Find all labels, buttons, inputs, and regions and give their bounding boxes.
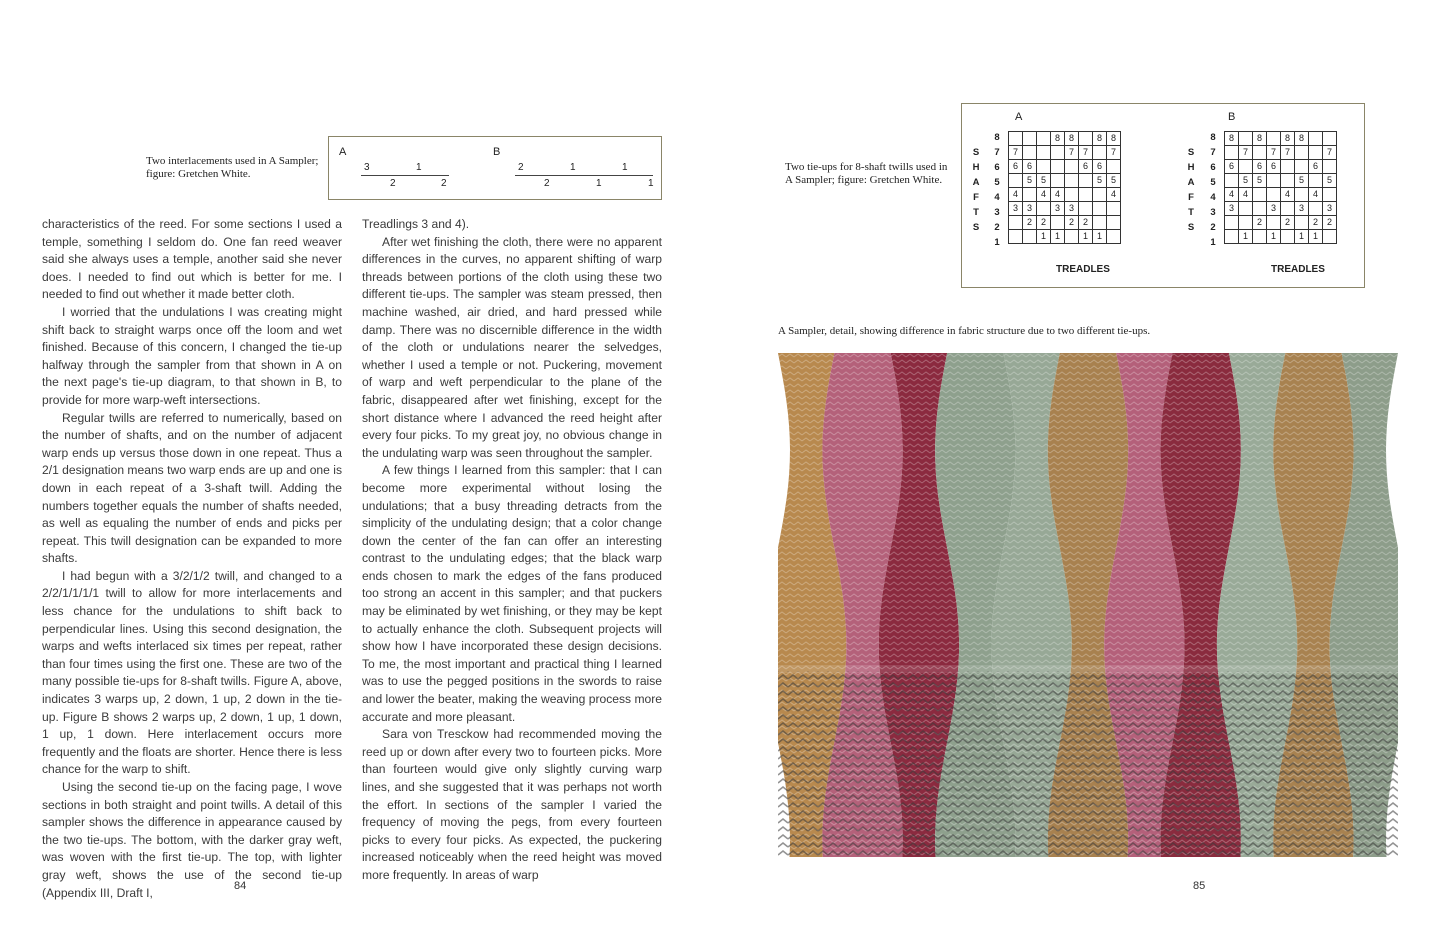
- shafts-letter: S: [972, 147, 980, 158]
- grid-a-cell: [1107, 202, 1121, 216]
- grid-b-cell: 8: [1253, 132, 1267, 146]
- grid-a-cell: [1037, 132, 1051, 146]
- grid-a-cell: 5: [1037, 174, 1051, 188]
- grid-a-cell: 1: [1079, 230, 1093, 244]
- a-top-2: 1: [416, 162, 422, 173]
- tieup-grid-b: [1224, 131, 1337, 244]
- grid-a-cell: 6: [1079, 160, 1093, 174]
- grid-b-row: [1225, 188, 1337, 202]
- grid-a-cell: 1: [1037, 230, 1051, 244]
- grid-a-cell: 5: [1107, 174, 1121, 188]
- grid-a-cell: 7: [1065, 146, 1079, 160]
- grid-a-cell: [1051, 146, 1065, 160]
- grid-b-cell: [1267, 132, 1281, 146]
- grid-a-cell: [1009, 216, 1023, 230]
- grid-b-cell: 4: [1239, 188, 1253, 202]
- shaft-number: 4: [1210, 192, 1216, 203]
- grid-b-cell: 3: [1225, 202, 1239, 216]
- grid-b-cell: 5: [1323, 174, 1337, 188]
- grid-b-cell: 8: [1281, 132, 1295, 146]
- grid-a-row: [1009, 160, 1121, 174]
- shaft-number: 8: [994, 132, 1000, 143]
- tieup-b-label: B: [1228, 111, 1236, 123]
- grid-a-cell: [1009, 230, 1023, 244]
- grid-b-cell: [1225, 216, 1239, 230]
- grid-a-cell: [1023, 132, 1037, 146]
- grid-b-cell: [1253, 230, 1267, 244]
- grid-b-cell: [1309, 132, 1323, 146]
- grid-b-cell: [1309, 202, 1323, 216]
- shafts-letter: F: [973, 192, 979, 203]
- shafts-letter: F: [1188, 192, 1194, 203]
- figure-b-label: B: [493, 146, 501, 158]
- grid-b-cell: [1323, 132, 1337, 146]
- shafts-letter: S: [972, 222, 980, 233]
- grid-b-cell: 5: [1253, 174, 1267, 188]
- b-bottom-2: 1: [596, 178, 602, 189]
- grid-b-cell: 5: [1295, 174, 1309, 188]
- b-baseline: [515, 175, 653, 176]
- grid-b-cell: [1225, 230, 1239, 244]
- grid-a-cell: [1079, 202, 1093, 216]
- grid-a-cell: 1: [1051, 230, 1065, 244]
- grid-a-cell: 7: [1009, 146, 1023, 160]
- grid-b-cell: 7: [1239, 146, 1253, 160]
- grid-a-row: [1009, 216, 1121, 230]
- grid-b-cell: [1267, 188, 1281, 202]
- a-baseline: [361, 175, 449, 176]
- grid-a-cell: [1023, 188, 1037, 202]
- grid-b-cell: [1253, 202, 1267, 216]
- grid-b-row: [1225, 174, 1337, 188]
- a-bottom-1: 2: [390, 178, 396, 189]
- grid-b-cell: [1239, 132, 1253, 146]
- grid-a-row: [1009, 174, 1121, 188]
- grid-a-cell: 3: [1023, 202, 1037, 216]
- grid-b-cell: 1: [1295, 230, 1309, 244]
- grid-a-cell: [1037, 160, 1051, 174]
- grid-b-cell: [1281, 202, 1295, 216]
- treadles-label-a: TREADLES: [1056, 264, 1110, 275]
- grid-a-cell: 5: [1023, 174, 1037, 188]
- shafts-letter: A: [1187, 177, 1195, 188]
- grid-a-cell: [1009, 132, 1023, 146]
- grid-a-cell: 3: [1051, 202, 1065, 216]
- grid-b-cell: [1323, 160, 1337, 174]
- grid-b-cell: 6: [1253, 160, 1267, 174]
- grid-a-cell: 8: [1093, 132, 1107, 146]
- dark-weft-section: [778, 671, 1398, 857]
- grid-b-cell: [1323, 188, 1337, 202]
- grid-b-cell: [1225, 146, 1239, 160]
- grid-b-cell: 1: [1309, 230, 1323, 244]
- grid-b-cell: [1295, 146, 1309, 160]
- grid-b-cell: 6: [1267, 160, 1281, 174]
- grid-a-cell: [1051, 216, 1065, 230]
- shafts-letter: A: [972, 177, 980, 188]
- grid-a-cell: 3: [1009, 202, 1023, 216]
- grid-b-cell: 1: [1239, 230, 1253, 244]
- grid-a-cell: 6: [1009, 160, 1023, 174]
- shafts-letter: H: [1187, 162, 1195, 173]
- paragraph: I had begun with a 3/2/1/2 twill, and changed to a 2/2/1/1/1/1 twill to allow for more interlacements and less chance for the undulations to shift back to perpendicular lines. Using this second designation, the warps and wefts interlaced six times per repeat, rather than four times using the first one. These are two of the many possible tie-ups for 8-shaft twills. Figure A, above, indicates 3 warps up, 2 down, 1 up, 2 down in the tie-up. Figure B shows 2 warps up, 2 down, 1 up, 1 down, 1 up, 1 down. Here interlacement occurs more frequently and the floats are shorter. Hence there is less chance for the warp to shift.: [42, 568, 342, 777]
- shaft-number: 7: [1210, 147, 1216, 158]
- caption-line-2: figure: Gretchen White.: [146, 168, 251, 180]
- grid-b-cell: [1267, 174, 1281, 188]
- grid-b-cell: [1225, 174, 1239, 188]
- tieup-figure: [961, 103, 1365, 288]
- grid-a-cell: 5: [1093, 174, 1107, 188]
- shaft-number: 1: [994, 237, 1000, 248]
- paragraph: Using the second tie-up on the facing page, I wove sections in both straight and point twills. A detail of this sampler shows the difference in appearance caused by the two tie-ups. The bottom, with the darker gray weft, was woven with the first tie-up. The top, with lighter gray weft, shows the use of the second tie-up (Appendix III, Draft I,: [42, 780, 342, 900]
- grid-b-cell: 8: [1295, 132, 1309, 146]
- grid-b-cell: 6: [1309, 160, 1323, 174]
- grid-b-cell: [1253, 146, 1267, 160]
- grid-a-cell: [1051, 160, 1065, 174]
- grid-b-cell: 7: [1281, 146, 1295, 160]
- right-page: [720, 0, 1440, 932]
- grid-a-cell: 2: [1037, 216, 1051, 230]
- shaft-number: 4: [994, 192, 1000, 203]
- grid-b-cell: [1309, 174, 1323, 188]
- grid-a-cell: 6: [1093, 160, 1107, 174]
- shaft-number: 3: [994, 207, 1000, 218]
- grid-b-cell: 4: [1309, 188, 1323, 202]
- grid-b-row: [1225, 216, 1337, 230]
- paragraph: characteristics of the reed. For some sections I used a temple, something I seldom do. One fan reed weaver said she always uses a temple, another said she never does. I needed to find out which is better for me. I needed to find out whether it made better cloth.: [42, 217, 342, 302]
- grid-b-cell: 6: [1225, 160, 1239, 174]
- grid-a-cell: 1: [1093, 230, 1107, 244]
- grid-a-row: [1009, 132, 1121, 146]
- tieup-change-line: [778, 665, 1398, 673]
- grid-b-cell: [1295, 188, 1309, 202]
- grid-b-cell: 8: [1225, 132, 1239, 146]
- text-column-2: [362, 216, 662, 885]
- grid-a-row: [1009, 146, 1121, 160]
- grid-a-cell: [1079, 132, 1093, 146]
- grid-b-cell: [1323, 230, 1337, 244]
- grid-a-cell: 8: [1051, 132, 1065, 146]
- grid-b-cell: 4: [1225, 188, 1239, 202]
- page-number-right: 85: [1193, 880, 1206, 892]
- grid-a-cell: [1093, 188, 1107, 202]
- grid-b-cell: 3: [1323, 202, 1337, 216]
- paragraph: Treadlings 3 and 4).: [362, 217, 470, 231]
- grid-a-cell: [1051, 174, 1065, 188]
- paragraph: I worried that the undulations I was creating might shift back to straight warps once off the loom and wet finished. Because of this concern, I changed the tie-up halfway through the sampler from that shown in A on the next page's tie-up diagram, to that shown in B, to provide for more warp-weft intersections.: [42, 304, 342, 407]
- paragraph: Regular twills are referred to numerically, based on the number of shafts, and on the number of adjacent warp ends up versus those down in one repeat. Thus a 2/1 designation means two warp ends are up and one is down in each repeat of a 3-shaft twill. Adding the numbers together equals the number of shafts needed, as well as equaling the number of ends and picks per repeat. This twill designation can be expanded to more shafts.: [42, 410, 342, 566]
- grid-a-cell: 3: [1065, 202, 1079, 216]
- a-bottom-2: 2: [441, 178, 447, 189]
- grid-a-cell: [1023, 146, 1037, 160]
- interlacement-figure-caption: [146, 155, 318, 181]
- grid-a-cell: 4: [1037, 188, 1051, 202]
- grid-b-cell: 2: [1253, 216, 1267, 230]
- grid-a-cell: 8: [1107, 132, 1121, 146]
- shaft-number: 8: [1210, 132, 1216, 143]
- grid-b-cell: 7: [1267, 146, 1281, 160]
- grid-a-cell: [1107, 230, 1121, 244]
- grid-b-row: [1225, 230, 1337, 244]
- grid-b-cell: 2: [1323, 216, 1337, 230]
- grid-b-cell: 7: [1323, 146, 1337, 160]
- b-top-2: 1: [570, 162, 576, 173]
- grid-a-cell: [1009, 174, 1023, 188]
- grid-b-cell: [1281, 230, 1295, 244]
- page-number-left: 84: [234, 880, 247, 892]
- grid-a-cell: 8: [1065, 132, 1079, 146]
- grid-b-cell: 5: [1239, 174, 1253, 188]
- grid-b-cell: [1281, 160, 1295, 174]
- grid-b-cell: 3: [1267, 202, 1281, 216]
- shaft-number: 5: [994, 177, 1000, 188]
- shaft-number: 2: [994, 222, 1000, 233]
- grid-b-cell: [1295, 160, 1309, 174]
- grid-a-cell: 2: [1023, 216, 1037, 230]
- grid-b-cell: 1: [1267, 230, 1281, 244]
- grid-a-cell: [1037, 202, 1051, 216]
- grid-a-cell: [1023, 230, 1037, 244]
- grid-b-row: [1225, 146, 1337, 160]
- grid-a-cell: [1065, 160, 1079, 174]
- grid-a-cell: 7: [1107, 146, 1121, 160]
- grid-b-cell: 2: [1309, 216, 1323, 230]
- shaft-number: 6: [994, 162, 1000, 173]
- shaft-number: 5: [1210, 177, 1216, 188]
- grid-b-cell: [1309, 146, 1323, 160]
- caption-line-2: A Sampler; figure: Gretchen White.: [785, 174, 943, 186]
- grid-b-cell: [1239, 202, 1253, 216]
- grid-b-cell: [1295, 216, 1309, 230]
- woven-sampler-photo: [778, 353, 1398, 857]
- grid-a-row: [1009, 188, 1121, 202]
- grid-a-cell: 4: [1051, 188, 1065, 202]
- grid-b-row: [1225, 202, 1337, 216]
- grid-a-row: [1009, 230, 1121, 244]
- shafts-letter: T: [973, 207, 979, 218]
- grid-a-cell: [1107, 216, 1121, 230]
- b-top-1: 2: [518, 162, 524, 173]
- grid-a-cell: 4: [1009, 188, 1023, 202]
- shafts-letter: S: [1187, 222, 1195, 233]
- grid-a-cell: [1079, 174, 1093, 188]
- b-top-3: 1: [622, 162, 628, 173]
- grid-b-cell: 3: [1295, 202, 1309, 216]
- caption-line-1: Two tie-ups for 8-shaft twills used in: [785, 161, 948, 173]
- grid-a-cell: 6: [1023, 160, 1037, 174]
- grid-a-cell: 2: [1079, 216, 1093, 230]
- grid-b-row: [1225, 160, 1337, 174]
- tieup-grid-a: [1008, 131, 1121, 244]
- photo-caption: A Sampler, detail, showing difference in fabric structure due to two different tie-ups.: [778, 325, 1151, 337]
- grid-a-cell: [1107, 160, 1121, 174]
- paragraph: A few things I learned from this sampler: that I can become more experimental without losing the undulations; that a busy threading detracts from the simplicity of the undulating design; that a color change down the center of the fan can offer an interesting contrast to the undulating edges; that the black warp ends chosen to mark the edges of the fans produced too strong an accent in this sampler; and that puckers may be eliminated by wet finishing, or they may be kept to actually enhance the cloth. Subsequent projects will show how I have incorporated these design decisions. To me, the most important and practical thing I learned was to use the pegged positions in the swords to raise and lower the beater, making the weaving process more accurate and more pleasant.: [362, 463, 662, 724]
- tieup-a-label: A: [1015, 111, 1023, 123]
- grid-a-cell: [1065, 188, 1079, 202]
- grid-a-cell: [1065, 174, 1079, 188]
- grid-a-cell: [1065, 230, 1079, 244]
- grid-a-row: [1009, 202, 1121, 216]
- caption-line-1: Two interlacements used in A Sampler;: [146, 155, 319, 167]
- text-column-1: [42, 216, 342, 902]
- grid-b-cell: [1281, 174, 1295, 188]
- grid-b-row: [1225, 132, 1337, 146]
- grid-a-cell: 2: [1065, 216, 1079, 230]
- grid-a-cell: [1093, 216, 1107, 230]
- grid-a-cell: [1093, 146, 1107, 160]
- shafts-letter: S: [1187, 147, 1195, 158]
- interlacement-figure: [328, 136, 662, 200]
- a-top-1: 3: [364, 162, 370, 173]
- shaft-number: 1: [1210, 237, 1216, 248]
- treadles-label-b: TREADLES: [1271, 264, 1325, 275]
- paragraph: After wet finishing the cloth, there were no apparent differences in the curves, no apparent shifting of warp threads between portions of the cloth using these two different tie-ups. The sampler was steam pressed, then machine washed, air dried, and hard pressed while damp. There was no discernible difference in the width of the cloth or undulations nearer the selvedges, whether I used a temple or not. Puckering, movement of warp and weft perpendicular to the plane of the fabric, disappeared after wet finishing, except for the short distance where I advanced the reed height after every four picks. To my great joy, no obvious change in the undulating warp was seen throughout the sampler.: [362, 234, 662, 460]
- grid-b-cell: 4: [1281, 188, 1295, 202]
- b-bottom-1: 2: [544, 178, 550, 189]
- figure-a-label: A: [339, 146, 347, 158]
- paragraph: Sara von Tresckow had recommended moving the reed up or down after every two to fourteen picks. More than fourteen would give only slightly curving warp lines, and she suggested that it was perhaps not worth the effort. In sections of the sampler I varied the frequency of moving the pegs, from every fourteen picks to every four picks. As expected, the puckering increased noticeably when the reed height was moved more frequently. In areas of warp: [362, 727, 662, 882]
- grid-a-cell: 7: [1079, 146, 1093, 160]
- shaft-number: 3: [1210, 207, 1216, 218]
- grid-a-cell: [1093, 202, 1107, 216]
- b-bottom-3: 1: [648, 178, 654, 189]
- grid-b-cell: 2: [1281, 216, 1295, 230]
- grid-b-cell: [1253, 188, 1267, 202]
- grid-a-cell: 4: [1107, 188, 1121, 202]
- shafts-letter: H: [972, 162, 980, 173]
- grid-a-cell: [1037, 146, 1051, 160]
- woven-fabric-image: [778, 353, 1398, 857]
- grid-b-cell: [1239, 160, 1253, 174]
- shafts-letter: T: [1188, 207, 1194, 218]
- shaft-number: 2: [1210, 222, 1216, 233]
- shaft-number: 7: [994, 147, 1000, 158]
- grid-b-cell: [1267, 216, 1281, 230]
- shaft-number: 6: [1210, 162, 1216, 173]
- tieup-figure-caption: [785, 161, 947, 187]
- grid-a-cell: [1079, 188, 1093, 202]
- grid-b-cell: [1239, 216, 1253, 230]
